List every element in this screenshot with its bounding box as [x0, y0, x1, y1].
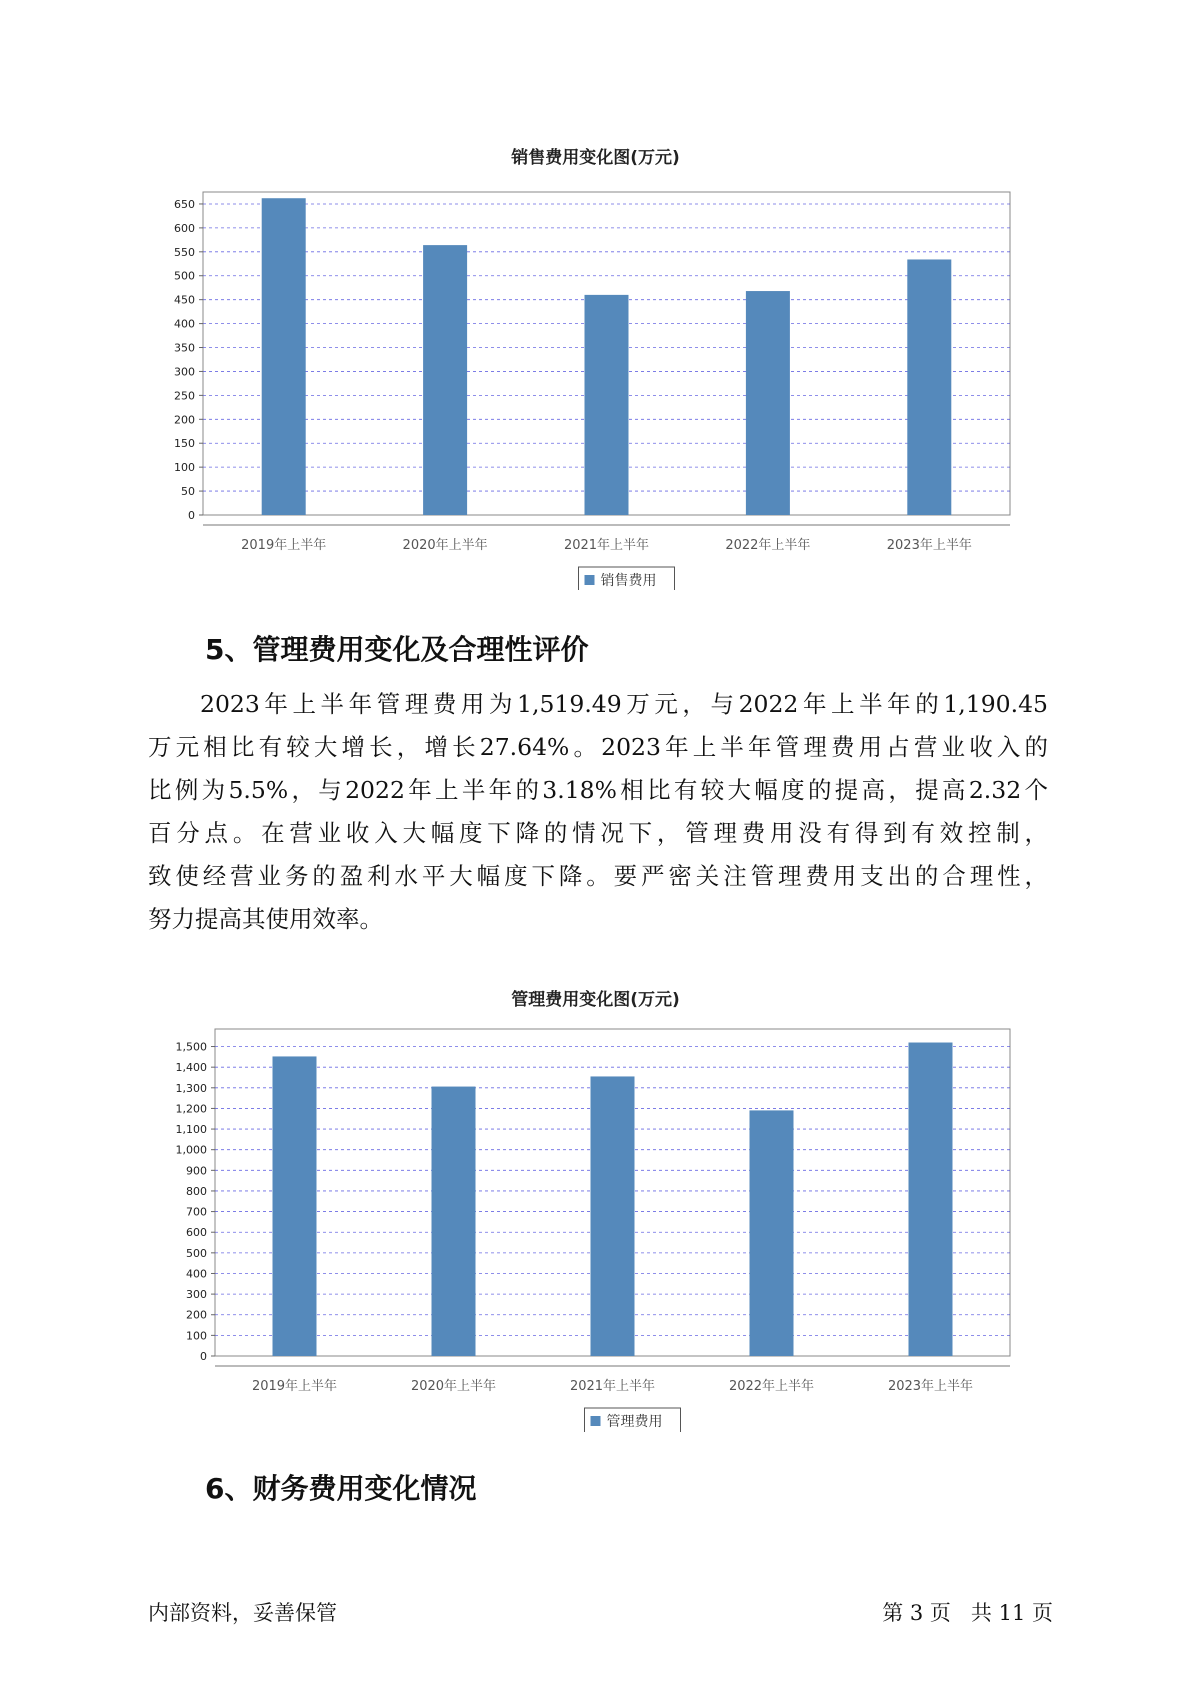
bar [746, 291, 790, 515]
x-tick-label: 2023年上半年 [887, 1379, 974, 1394]
y-tick-label: 0 [200, 1350, 207, 1363]
x-tick-label: 2021年上半年 [569, 1379, 656, 1394]
bar [273, 1056, 317, 1356]
section-5-heading: 5、管理费用变化及合理性评价 [205, 633, 589, 666]
paragraph-line: 万元相比有较大增长，增长27.64%。2023年上半年管理费用占营业收入的 [148, 733, 1048, 761]
bar [423, 245, 467, 515]
paragraph-line: 比例为5.5%，与2022年上半年的3.18%相比有较大幅度的提高，提高2.32个 [148, 776, 1048, 804]
y-tick-label: 250 [174, 389, 195, 403]
y-tick-label: 400 [186, 1267, 207, 1281]
y-tick-label: 450 [174, 293, 195, 307]
legend-swatch [591, 1416, 601, 1426]
bar [907, 259, 951, 515]
y-tick-label: 700 [186, 1205, 207, 1219]
paragraph-line: 致使经营业务的盈利水平大幅度下降。要严密关注管理费用支出的合理性， [148, 862, 1048, 890]
y-tick-label: 0 [188, 509, 195, 522]
sales-expense-chart [0, 170, 1191, 590]
paragraph-line: 2023年上半年管理费用为1,519.49万元，与2022年上半年的1,190.45 [200, 690, 1048, 718]
y-tick-label: 100 [174, 461, 195, 475]
paragraph-line: 百分点。在营业收入大幅度下降的情况下，管理费用没有得到有效控制， [148, 819, 1048, 847]
y-tick-label: 1,100 [175, 1123, 207, 1137]
y-tick-label: 400 [174, 317, 195, 331]
section-6-heading: 6、财务费用变化情况 [205, 1472, 477, 1505]
x-tick-label: 2022年上半年 [728, 1379, 815, 1394]
chart-title-admin-expense: 管理费用变化图(万元) [511, 990, 680, 1010]
y-tick-label: 1,400 [175, 1061, 207, 1075]
y-tick-label: 500 [186, 1246, 207, 1260]
y-tick-label: 300 [186, 1288, 207, 1302]
y-tick-label: 1,500 [175, 1040, 207, 1054]
x-tick-label: 2019年上半年 [241, 538, 327, 553]
y-tick-label: 150 [174, 437, 195, 451]
bar [432, 1087, 476, 1356]
y-tick-label: 100 [186, 1329, 207, 1343]
y-tick-label: 800 [186, 1184, 207, 1198]
y-tick-label: 650 [174, 197, 195, 211]
y-tick-label: 1,000 [175, 1143, 207, 1157]
chart-title-sales-expense: 销售费用变化图(万元) [511, 148, 680, 168]
section-5-paragraph [148, 683, 1048, 941]
x-tick-label: 2020年上半年 [402, 538, 488, 553]
y-tick-label: 50 [181, 485, 195, 499]
legend-swatch [585, 575, 595, 585]
x-tick-label: 2022年上半年 [725, 538, 811, 553]
bar [262, 198, 306, 515]
y-tick-label: 550 [174, 245, 195, 259]
x-tick-label: 2023年上半年 [886, 538, 972, 553]
y-tick-label: 200 [174, 413, 195, 427]
legend-label: 销售费用 [600, 573, 657, 589]
bar [585, 295, 629, 515]
paragraph-line: 努力提高其使用效率。 [148, 905, 383, 933]
y-tick-label: 600 [186, 1226, 207, 1240]
y-tick-label: 600 [174, 221, 195, 235]
bar [750, 1110, 794, 1356]
y-tick-label: 500 [174, 269, 195, 283]
y-tick-label: 1,200 [175, 1102, 207, 1116]
x-tick-label: 2019年上半年 [251, 1379, 338, 1394]
admin-expense-chart [0, 1012, 1191, 1432]
y-tick-label: 300 [174, 365, 195, 379]
y-tick-label: 350 [174, 341, 195, 355]
y-tick-label: 900 [186, 1164, 207, 1178]
bar [909, 1043, 953, 1356]
x-tick-label: 2020年上半年 [410, 1379, 497, 1394]
footer-page-number: 第 3 页 共 11 页 [882, 1601, 1053, 1625]
y-tick-label: 200 [186, 1308, 207, 1322]
y-tick-label: 1,300 [175, 1081, 207, 1095]
x-tick-label: 2021年上半年 [563, 538, 650, 553]
legend-label: 管理费用 [606, 1414, 663, 1430]
bar [591, 1076, 635, 1356]
footer-confidential-note: 内部资料，妥善保管 [148, 1601, 337, 1625]
